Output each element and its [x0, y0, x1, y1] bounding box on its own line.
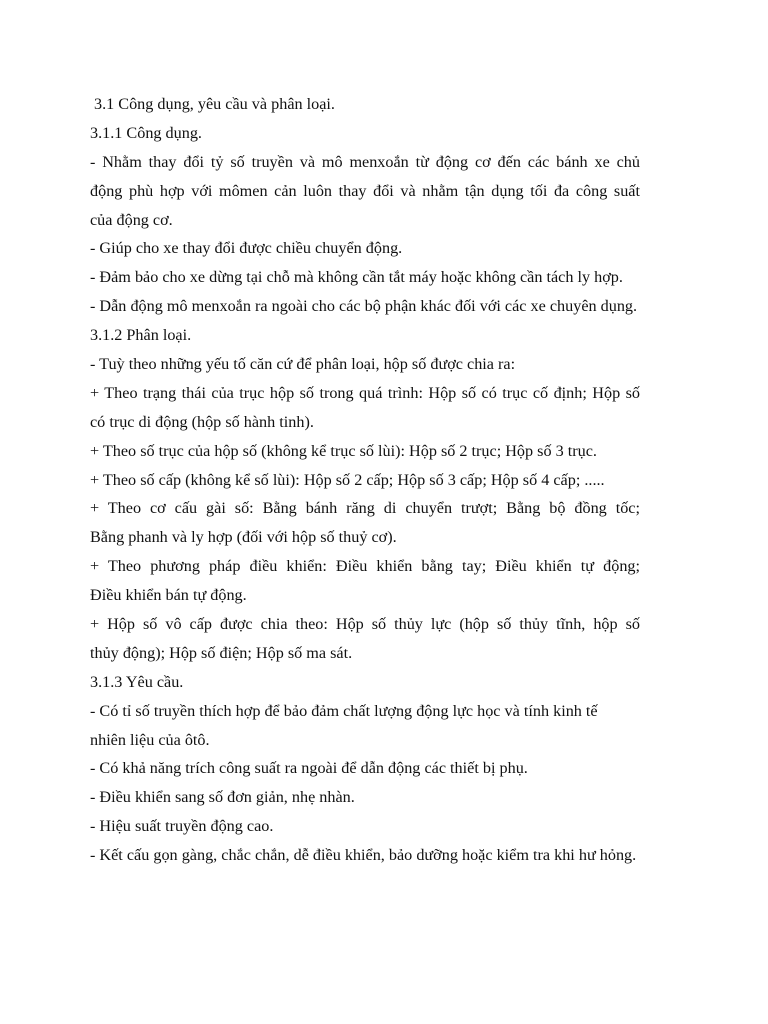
paragraph-line: - Điều khiển sang số đơn giản, nhẹ nhàn.	[90, 788, 355, 807]
paragraph-line: có trục di động (hộp số hành tinh).	[90, 412, 314, 431]
paragraph-line: - Có khả năng trích công suất ra ngoài để dẫn động các thiết bị phụ.	[90, 759, 528, 778]
paragraph-line: + Theo số cấp (không kể số lùi): Hộp số 2 cấp; Hộp số 3 cấp; Hộp số 4 cấp; .....	[90, 470, 605, 489]
paragraph-line: thủy động); Hộp số điện; Hộp số ma sát.	[90, 643, 353, 662]
paragraph-line: + Theo cơ cấu gài số: Bằng bánh răng di chuyển trượt; Bằng bộ đồng tốc;	[90, 499, 640, 518]
paragraph-line: - Có tỉ số truyền thích hợp để bảo đảm chất lượng động lực học và tính kinh tế	[90, 701, 598, 720]
paragraph-line: + Hộp số vô cấp được chia theo: Hộp số thủy lực (hộp số thủy tĩnh, hộp số	[90, 615, 640, 634]
paragraph-line: - Kết cấu gọn gàng, chắc chắn, dễ điều khiển, bảo dưỡng hoặc kiểm tra khi hư hỏng.	[90, 846, 637, 865]
paragraph-line: - Đảm bảo cho xe dừng tại chỗ mà không cần tắt máy hoặc không cần tách ly hợp.	[90, 268, 623, 287]
paragraph-line: động phù hợp với mômen cản luôn thay đổi và nhằm tận dụng tối đa công suất	[90, 181, 640, 200]
paragraph-line: + Theo trạng thái của trục hộp số trong quá trình: Hộp số có trục cố định; Hộp số	[90, 383, 640, 402]
paragraph-line: + Theo số trục của hộp số (không kể trục số lùi): Hộp số 2 trục; Hộp số 3 trục.	[90, 441, 597, 460]
paragraph-line: + Theo phương pháp điều khiển: Điều khiển bằng tay; Điều khiển tự động;	[90, 557, 640, 576]
paragraph-line: nhiên liệu của ôtô.	[90, 730, 210, 749]
paragraph-line: Bằng phanh và ly hợp (đối với hộp số thuỷ cơ).	[90, 528, 397, 547]
subsection-heading-3-1-2: 3.1.2 Phân loại.	[90, 326, 192, 345]
subsection-heading-3-1-3: 3.1.3 Yêu cầu.	[90, 672, 184, 691]
paragraph-line: - Tuỳ theo những yếu tố căn cứ để phân loại, hộp số được chia ra:	[90, 355, 516, 374]
document-body	[90, 90, 640, 870]
paragraph-line: - Nhằm thay đổi tỷ số truyền và mô menxoắn từ động cơ đến các bánh xe chủ	[90, 152, 640, 171]
section-heading-3-1: 3.1 Công dụng, yêu cầu và phân loại.	[94, 95, 335, 113]
paragraph-line: của động cơ.	[90, 210, 173, 229]
paragraph-line: - Hiệu suất truyền động cao.	[90, 817, 274, 836]
paragraph-line: - Dẫn động mô menxoắn ra ngoài cho các bộ phận khác đối với các xe chuyên dụng.	[90, 297, 638, 316]
subsection-heading-3-1-1: 3.1.1 Công dụng.	[90, 123, 202, 142]
paragraph-line: - Giúp cho xe thay đổi được chiều chuyển động.	[90, 239, 403, 258]
paragraph-line: Điều khiển bán tự động.	[90, 586, 247, 605]
